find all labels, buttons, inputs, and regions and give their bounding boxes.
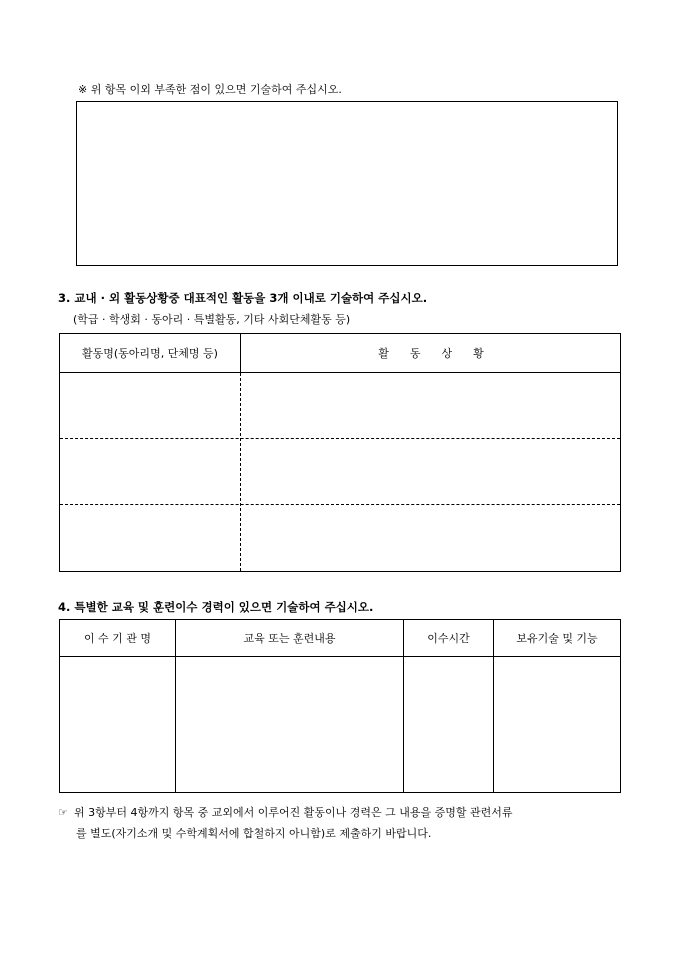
training-header-institution: 이 수 기 관 명	[83, 632, 152, 645]
training-header-hours: 이수시간	[427, 632, 470, 645]
activity-name-input[interactable]	[60, 373, 240, 438]
activity-header-name: 활동명(동아리명, 단체명 등)	[82, 347, 218, 360]
footer-line-2: 를 별도(자기소개 및 수학계획서에 합철하지 아니함)로 제출하기 바랍니다.	[76, 827, 432, 840]
training-hours-input[interactable]	[404, 657, 493, 792]
header-divider	[240, 334, 241, 372]
activity-name-input[interactable]	[60, 439, 240, 504]
section3-subtitle: (학급 · 학생회 · 동아리 · 특별활동, 기타 사회단체활동 등)	[73, 313, 351, 326]
training-header-skills: 보유기술 및 기능	[516, 632, 598, 645]
activity-table	[59, 333, 621, 572]
footer-line-1: 위 3항부터 4항까지 항목 중 교외에서 이루어진 활동이나 경력은 그 내용을 증명할 관련서류	[74, 806, 513, 819]
activity-header-status: 활 동 상 황	[378, 347, 484, 360]
training-table	[59, 619, 621, 793]
training-skills-input[interactable]	[494, 657, 620, 792]
activity-status-input[interactable]	[241, 439, 620, 504]
activity-status-input[interactable]	[241, 505, 620, 571]
additional-note-textbox[interactable]	[76, 101, 618, 266]
training-header-content: 교육 또는 훈련내용	[243, 632, 336, 645]
activity-name-input[interactable]	[60, 505, 240, 571]
activity-status-input[interactable]	[241, 373, 620, 438]
additional-note-label: ※ 위 항목 이외 부족한 점이 있으면 기술하여 주십시오.	[78, 83, 342, 96]
pointing-hand-icon: ☞	[58, 806, 68, 819]
training-content-input[interactable]	[176, 657, 403, 792]
training-institution-input[interactable]	[60, 657, 175, 792]
section4-title: 4. 특별한 교육 및 훈련이수 경력이 있으면 기술하여 주십시오.	[58, 600, 374, 614]
section3-title: 3. 교내 · 외 활동상황중 대표적인 활동을 3개 이내로 기술하여 주십시오.	[58, 291, 428, 305]
footer-note	[58, 804, 628, 820]
